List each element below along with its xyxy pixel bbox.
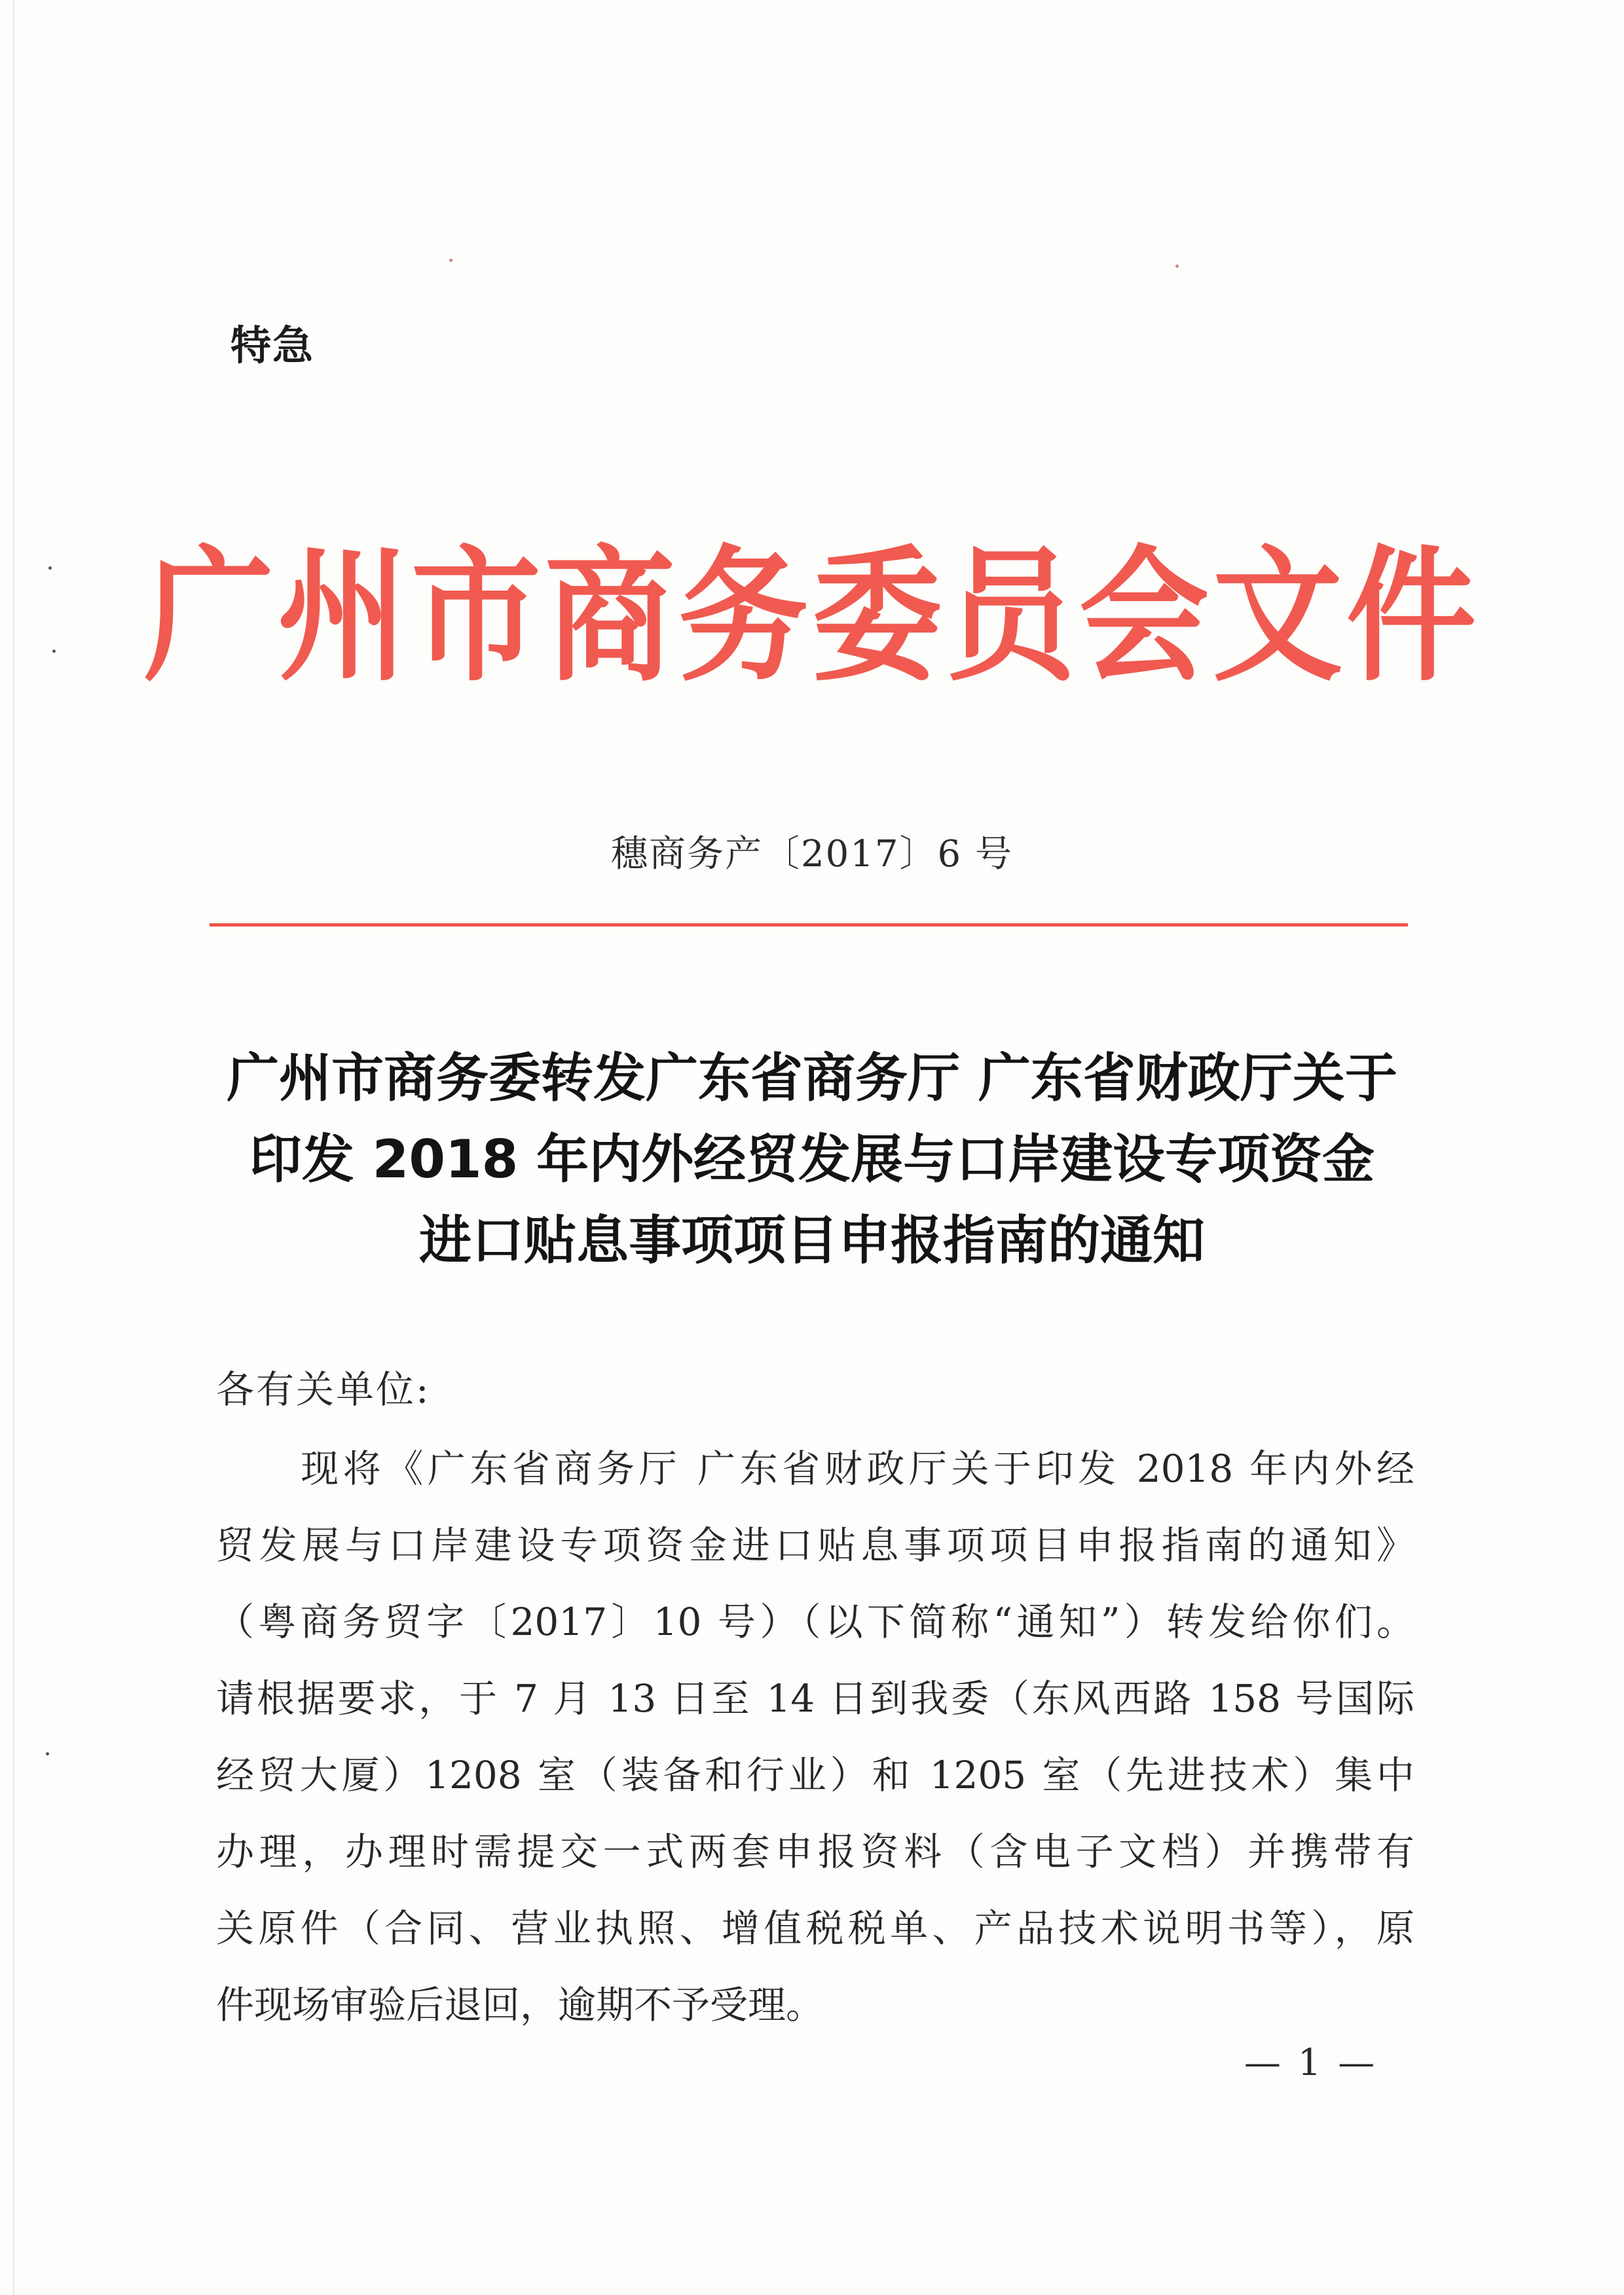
- body-line: 办理，办理时需提交一式两套申报资料（含电子文档）并携带有: [216, 1829, 1414, 1874]
- page-number: — 1 —: [1244, 2042, 1378, 2084]
- scan-speck: [449, 259, 452, 262]
- body-line: 件现场审验后退回，逾期不予受理。: [216, 1983, 824, 2027]
- body-line: 经贸大厦）1208 室（装备和行业）和 1205 室（先进技术）集中: [216, 1753, 1414, 1797]
- title-line: 进口贴息事项项目申报指南的通知: [419, 1210, 1205, 1271]
- addressee: 各有关单位:: [216, 1367, 431, 1412]
- document-number: 穗商务产〔2017〕6 号: [611, 833, 1013, 875]
- body-line: 请根据要求，于 7 月 13 日至 14 日到我委（东风西路 158 号国际: [216, 1676, 1414, 1721]
- body-line: 贸发展与口岸建设专项资金进口贴息事项项目申报指南的通知》: [216, 1523, 1414, 1568]
- masthead: 广州市商务委员会文件: [144, 530, 1480, 701]
- body-text: [216, 1431, 1414, 2044]
- title-line: 广州市商务委转发广东省商务厅 广东省财政厅关于: [227, 1048, 1397, 1109]
- scan-speck: [52, 650, 56, 653]
- scan-speck: [46, 1752, 49, 1755]
- urgency-mark: 特急: [231, 321, 315, 369]
- red-divider: [210, 923, 1408, 927]
- title-line: 印发 2018 年内外经贸发展与口岸建设专项资金: [249, 1129, 1375, 1190]
- body-line: 关原件（合同、营业执照、增值税税单、产品技术说明书等），原: [216, 1906, 1414, 1951]
- scan-speck: [48, 566, 52, 570]
- scan-speck: [1175, 265, 1179, 268]
- document-title: [0, 1038, 1624, 1281]
- body-line: 现将《广东省商务厅 广东省财政厅关于印发 2018 年内外经: [216, 1446, 1414, 1491]
- body-line: （粤商务贸字〔2017〕10 号）（以下简称“通知”）转发给你们。: [216, 1600, 1414, 1644]
